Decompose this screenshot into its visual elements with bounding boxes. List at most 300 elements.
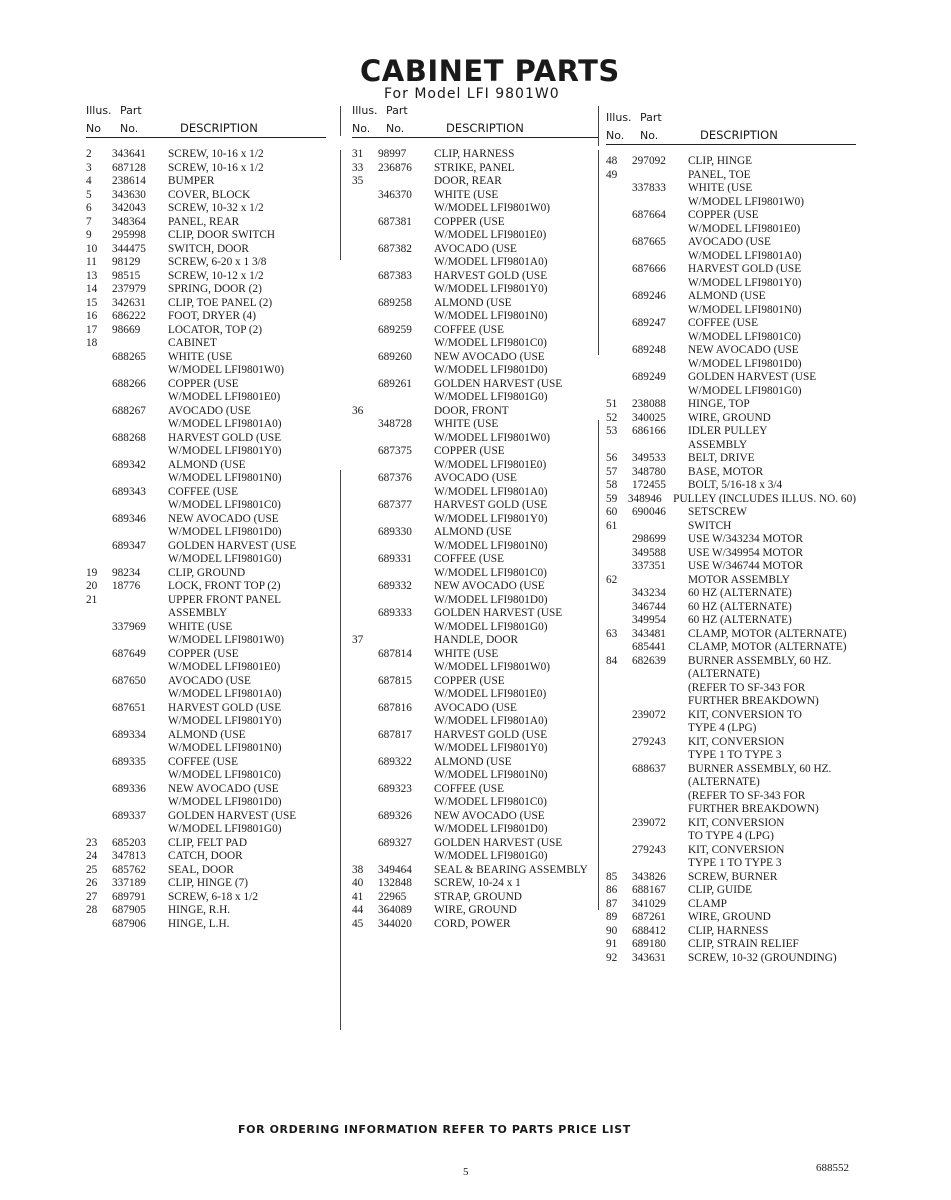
illus-number [86, 445, 108, 459]
illus-number [352, 283, 374, 297]
parts-row [352, 513, 598, 527]
part-description: GOLDEN HARVEST (USE [434, 836, 563, 849]
part-description: GOLDEN HARVEST (USE [168, 539, 297, 552]
parts-row [606, 641, 856, 655]
column-header [86, 104, 326, 140]
part-description: CLIP, HARNESS [688, 924, 769, 937]
part-description: PULLEY (INCLUDES ILLUS. NO. 60) [673, 492, 856, 505]
illus-number: 52 [606, 411, 618, 424]
part-description: SETSCREW [688, 506, 747, 518]
parts-row [86, 486, 326, 500]
parts-row [86, 175, 326, 189]
parts-row [606, 911, 856, 925]
part-number [374, 364, 434, 378]
part-description: CLIP, STRAIN RELIEF [688, 938, 799, 950]
part-description: W/MODEL LFI9801Y0) [434, 512, 548, 525]
parts-row [352, 877, 598, 891]
part-number: 688267 [112, 404, 146, 417]
part-description: W/MODEL LFI9801C0) [688, 330, 801, 343]
part-description: BELT, DRIVE [688, 452, 755, 464]
part-number [628, 223, 688, 237]
part-description: HARVEST GOLD (USE [688, 263, 802, 275]
illus-number [352, 661, 374, 675]
part-description: WHITE (USE [434, 188, 499, 201]
part-description: W/MODEL LFI9801A0) [168, 418, 282, 430]
parts-row [86, 864, 326, 878]
parts-row [606, 709, 856, 723]
part-description: SWITCH, DOOR [168, 242, 249, 255]
illus-number: 7 [86, 215, 92, 228]
part-number [374, 175, 434, 189]
illus-number [352, 526, 374, 540]
parts-row [606, 385, 856, 399]
part-description: KIT, CONVERSION [688, 816, 785, 829]
illus-number: 3 [86, 161, 92, 174]
part-number: 343481 [632, 627, 666, 640]
part-number: 98997 [378, 148, 407, 160]
illus-number [86, 378, 108, 392]
parts-row [86, 405, 326, 419]
part-number: 349464 [378, 863, 412, 876]
header-part: Part [120, 104, 142, 117]
part-description: W/MODEL LFI9801N0) [168, 742, 282, 754]
parts-row [86, 918, 326, 932]
part-number: 18776 [112, 580, 141, 592]
parts-row [606, 290, 856, 304]
part-number: 688268 [112, 431, 146, 444]
part-number: 98669 [112, 323, 141, 336]
illus-number [352, 499, 374, 513]
illus-number: 40 [352, 877, 364, 889]
parts-row [606, 371, 856, 385]
illus-number [352, 229, 374, 243]
part-description: MOTOR ASSEMBLY [688, 573, 790, 586]
parts-row [86, 877, 326, 891]
part-description: CLIP, HINGE (7) [168, 877, 249, 889]
illus-number: 84 [606, 654, 618, 667]
illus-number [352, 459, 374, 473]
parts-row [606, 830, 856, 844]
part-description: W/MODEL LFI9801N0) [688, 303, 802, 316]
illus-number: 10 [86, 242, 98, 255]
part-description: W/MODEL LFI9801G0) [434, 391, 548, 403]
part-number: 689330 [378, 526, 412, 538]
illus-number [352, 729, 374, 743]
illus-number [86, 459, 108, 473]
part-description: W/MODEL LFI9801D0) [688, 357, 802, 370]
parts-row [86, 351, 326, 365]
parts-row [606, 520, 856, 534]
part-description: WIRE, GROUND [688, 911, 771, 923]
illus-number: 89 [606, 911, 618, 923]
illus-number [606, 682, 628, 696]
part-description: CLIP, FELT PAD [168, 836, 248, 849]
parts-row [606, 857, 856, 871]
illus-number: 5 [86, 188, 92, 201]
illus-number [606, 668, 628, 682]
parts-row [86, 297, 326, 311]
illus-number: 58 [606, 479, 618, 491]
part-description: AVOCADO (USE [434, 242, 517, 255]
illus-number [352, 594, 374, 608]
part-description: W/MODEL LFI9801E0) [168, 391, 281, 403]
part-number [628, 331, 688, 345]
part-description: W/MODEL LFI9801C0) [434, 796, 547, 808]
illus-number [606, 641, 628, 655]
part-number [108, 418, 168, 432]
illus-number [86, 702, 108, 716]
part-description: NEW AVOCADO (USE [168, 512, 279, 525]
parts-row [86, 526, 326, 540]
part-number [628, 250, 688, 264]
part-number: 685762 [112, 863, 146, 876]
part-number: 687651 [112, 701, 146, 714]
illus-number [352, 580, 374, 594]
part-description: CLAMP, MOTOR (ALTERNATE) [688, 641, 847, 653]
part-description: HARVEST GOLD (USE [168, 701, 282, 714]
part-description: CLIP, GUIDE [688, 884, 753, 896]
part-description: SCREW, 6-18 x 1/2 [168, 890, 258, 903]
illus-number [86, 553, 108, 567]
part-description: NEW AVOCADO (USE [434, 809, 545, 822]
illus-number: 6 [86, 202, 92, 214]
part-description: CORD, POWER [434, 917, 511, 930]
part-number [374, 459, 434, 473]
parts-row [606, 331, 856, 345]
page-number: 5 [463, 1166, 469, 1178]
parts-row [352, 675, 598, 689]
parts-row [606, 358, 856, 372]
part-description: W/MODEL LFI9801C0) [434, 337, 547, 349]
part-description: COPPER (USE [434, 674, 505, 687]
part-number: 348780 [632, 465, 666, 478]
illus-number: 16 [86, 310, 98, 322]
illus-number [352, 256, 374, 270]
parts-row [352, 904, 598, 918]
illus-number [606, 763, 628, 777]
parts-row [352, 702, 598, 716]
illus-number [606, 277, 628, 291]
illus-number [606, 776, 628, 790]
illus-number [606, 790, 628, 804]
parts-row [352, 405, 598, 419]
part-description: COPPER (USE [168, 647, 239, 660]
illus-number: 57 [606, 465, 618, 478]
part-number: 690046 [632, 506, 666, 518]
part-description: COPPER (USE [688, 209, 759, 221]
part-description: COFFEE (USE [168, 755, 238, 768]
part-description: TYPE 1 TO TYPE 3 [688, 749, 782, 761]
part-description: SEAL & BEARING ASSEMBLY [434, 863, 588, 876]
illus-number [606, 533, 628, 547]
part-description: W/MODEL LFI9801D0) [168, 796, 282, 808]
parts-row [606, 155, 856, 169]
header-description: DESCRIPTION [700, 128, 778, 142]
illus-number: 87 [606, 897, 618, 910]
part-number: 689258 [378, 296, 412, 309]
part-description: W/MODEL LFI9801W0) [168, 634, 284, 646]
illus-number [606, 223, 628, 237]
illus-number: 41 [352, 890, 364, 903]
part-number: 238614 [112, 175, 146, 187]
document-number: 688552 [816, 1162, 849, 1174]
header-description: DESCRIPTION [446, 121, 524, 135]
part-description: DOOR, REAR [434, 175, 502, 187]
parts-row [86, 243, 326, 257]
parts-row [352, 526, 598, 540]
illus-number [352, 567, 374, 581]
parts-row [352, 715, 598, 729]
part-description: AVOCADO (USE [688, 236, 771, 248]
part-number [374, 634, 434, 648]
part-description: STRIKE, PANEL [434, 161, 515, 174]
part-number [628, 574, 688, 588]
part-number: 685441 [632, 641, 666, 653]
illus-number [86, 675, 108, 689]
part-number [628, 682, 688, 696]
illus-number: 38 [352, 863, 364, 876]
illus-number: 62 [606, 573, 618, 586]
illus-number [606, 857, 628, 871]
part-number [628, 358, 688, 372]
parts-row [86, 634, 326, 648]
parts-row [86, 648, 326, 662]
illus-number [352, 621, 374, 635]
illus-number [606, 803, 628, 817]
parts-row [352, 661, 598, 675]
parts-row [606, 925, 856, 939]
part-number [628, 520, 688, 534]
parts-row [606, 223, 856, 237]
part-number: 279243 [632, 735, 666, 748]
part-number: 689261 [378, 377, 412, 390]
part-description: W/MODEL LFI9801A0) [434, 485, 548, 498]
header-rule [352, 137, 598, 138]
part-description: ALMOND (USE [688, 290, 766, 302]
part-number: 689323 [378, 782, 412, 795]
illus-number [606, 344, 628, 358]
parts-row [86, 715, 326, 729]
part-description: HINGE, L.H. [168, 917, 230, 930]
part-number [108, 769, 168, 783]
illus-number [352, 810, 374, 824]
part-description: SPRING, DOOR (2) [168, 283, 262, 295]
part-number [374, 432, 434, 446]
part-number [108, 445, 168, 459]
parts-row [86, 823, 326, 837]
illus-number [352, 756, 374, 770]
part-number: 348946 [627, 492, 662, 505]
parts-row [352, 756, 598, 770]
parts-row [86, 621, 326, 635]
part-number: 343630 [112, 188, 146, 201]
illus-number [86, 405, 108, 419]
parts-column-3 [606, 111, 856, 965]
parts-row [86, 567, 326, 581]
part-description: WHITE (USE [168, 350, 233, 363]
parts-row [606, 574, 856, 588]
illus-number [352, 432, 374, 446]
part-number [374, 796, 434, 810]
header-illus: Illus. [606, 111, 632, 124]
part-number: 689331 [378, 553, 412, 565]
part-number: 337833 [632, 182, 666, 194]
part-number: 343631 [632, 951, 666, 964]
part-number: 688412 [632, 924, 666, 937]
part-number [108, 499, 168, 513]
part-number [108, 796, 168, 810]
parts-row [86, 391, 326, 405]
parts-row [352, 310, 598, 324]
part-description: W/MODEL LFI9801W0) [434, 431, 550, 444]
part-description: ALMOND (USE [434, 526, 512, 538]
part-number: 685203 [112, 836, 146, 849]
illus-number [86, 796, 108, 810]
illus-number: 85 [606, 870, 618, 883]
parts-row [352, 769, 598, 783]
parts-row [606, 533, 856, 547]
illus-number [606, 830, 628, 844]
illus-number [86, 486, 108, 500]
illus-number [352, 607, 374, 621]
parts-list [86, 148, 326, 931]
illus-number: 63 [606, 627, 618, 640]
parts-row [86, 675, 326, 689]
parts-row [606, 722, 856, 736]
part-description: W/MODEL LFI9801E0) [434, 229, 547, 241]
header-description: DESCRIPTION [180, 121, 258, 135]
parts-row [606, 493, 856, 507]
part-description: BASE, MOTOR [688, 465, 764, 478]
part-description: W/MODEL LFI9801N0) [168, 472, 282, 484]
parts-row [606, 412, 856, 426]
illus-number [352, 513, 374, 527]
part-description: HINGE, TOP [688, 398, 750, 410]
part-number: 689335 [112, 755, 146, 768]
illus-number: 36 [352, 404, 364, 417]
illus-number: 24 [86, 850, 98, 862]
parts-row [606, 628, 856, 642]
parts-row [352, 432, 598, 446]
part-description: USE W/349954 MOTOR [688, 546, 804, 559]
illus-number [606, 817, 628, 831]
parts-row [352, 742, 598, 756]
illus-number [86, 918, 108, 932]
parts-row [606, 182, 856, 196]
illus-number [606, 587, 628, 601]
illus-number [86, 742, 108, 756]
illus-number [352, 351, 374, 365]
part-number [374, 715, 434, 729]
parts-row [352, 175, 598, 189]
part-description: W/MODEL LFI9801E0) [434, 688, 547, 700]
illus-number [86, 715, 108, 729]
illus-number: 86 [606, 884, 618, 896]
parts-row [606, 938, 856, 952]
part-description: NEW AVOCADO (USE [168, 782, 279, 795]
illus-number [86, 783, 108, 797]
part-number: 687377 [378, 499, 412, 511]
part-description: HARVEST GOLD (USE [434, 499, 548, 511]
part-number [374, 823, 434, 837]
part-number [108, 337, 168, 351]
part-number: 236876 [378, 161, 412, 174]
part-description: AVOCADO (USE [168, 404, 251, 417]
illus-number: 37 [352, 634, 364, 646]
part-number [108, 391, 168, 405]
part-number: 344475 [112, 242, 146, 255]
part-description: CLIP, GROUND [168, 566, 246, 579]
parts-row [352, 256, 598, 270]
part-number: 344020 [378, 917, 412, 930]
illus-number [352, 391, 374, 405]
parts-list [352, 148, 598, 931]
part-description: W/MODEL LFI9801G0) [688, 384, 802, 397]
part-number: 342631 [112, 296, 146, 309]
part-number: 689246 [632, 290, 666, 302]
part-description: WIRE, GROUND [688, 411, 771, 424]
part-description: W/MODEL LFI9801D0) [434, 364, 548, 376]
illus-number: 49 [606, 168, 618, 181]
part-description: SCREW, 10-32 x 1/2 [168, 202, 264, 214]
part-number: 687906 [112, 917, 146, 930]
illus-number: 15 [86, 296, 98, 309]
part-number [628, 439, 688, 453]
part-description: W/MODEL LFI9801N0) [434, 310, 548, 322]
part-description: COPPER (USE [434, 215, 505, 228]
header-part: Part [640, 111, 662, 124]
part-number: 239072 [632, 816, 666, 829]
illus-number [352, 702, 374, 716]
part-number [374, 540, 434, 554]
parts-row [352, 837, 598, 851]
parts-row [86, 661, 326, 675]
part-number [374, 742, 434, 756]
illus-number [606, 371, 628, 385]
illus-number: 9 [86, 229, 92, 241]
part-description: COFFEE (USE [434, 782, 504, 795]
parts-row [352, 364, 598, 378]
illus-number [86, 823, 108, 837]
part-description: GOLDEN HARVEST (USE [688, 371, 817, 383]
illus-number [352, 823, 374, 837]
illus-number [86, 513, 108, 527]
part-number [374, 256, 434, 270]
parts-row [86, 702, 326, 716]
parts-row [86, 189, 326, 203]
part-description: AVOCADO (USE [168, 674, 251, 687]
part-number [108, 526, 168, 540]
illus-number [352, 675, 374, 689]
illus-number: 14 [86, 283, 98, 295]
illus-number [606, 358, 628, 372]
parts-row [606, 803, 856, 817]
parts-row [86, 256, 326, 270]
parts-row [352, 229, 598, 243]
parts-row [606, 398, 856, 412]
part-description: TYPE 4 (LPG) [688, 722, 757, 734]
parts-row [86, 445, 326, 459]
part-number: 687383 [378, 269, 412, 282]
illus-number [86, 499, 108, 513]
illus-number: 21 [86, 593, 98, 606]
part-number [108, 607, 168, 621]
parts-row [606, 952, 856, 966]
part-description: ALMOND (USE [434, 296, 512, 309]
parts-row [606, 898, 856, 912]
parts-row [352, 621, 598, 635]
illus-number: 45 [352, 917, 364, 930]
